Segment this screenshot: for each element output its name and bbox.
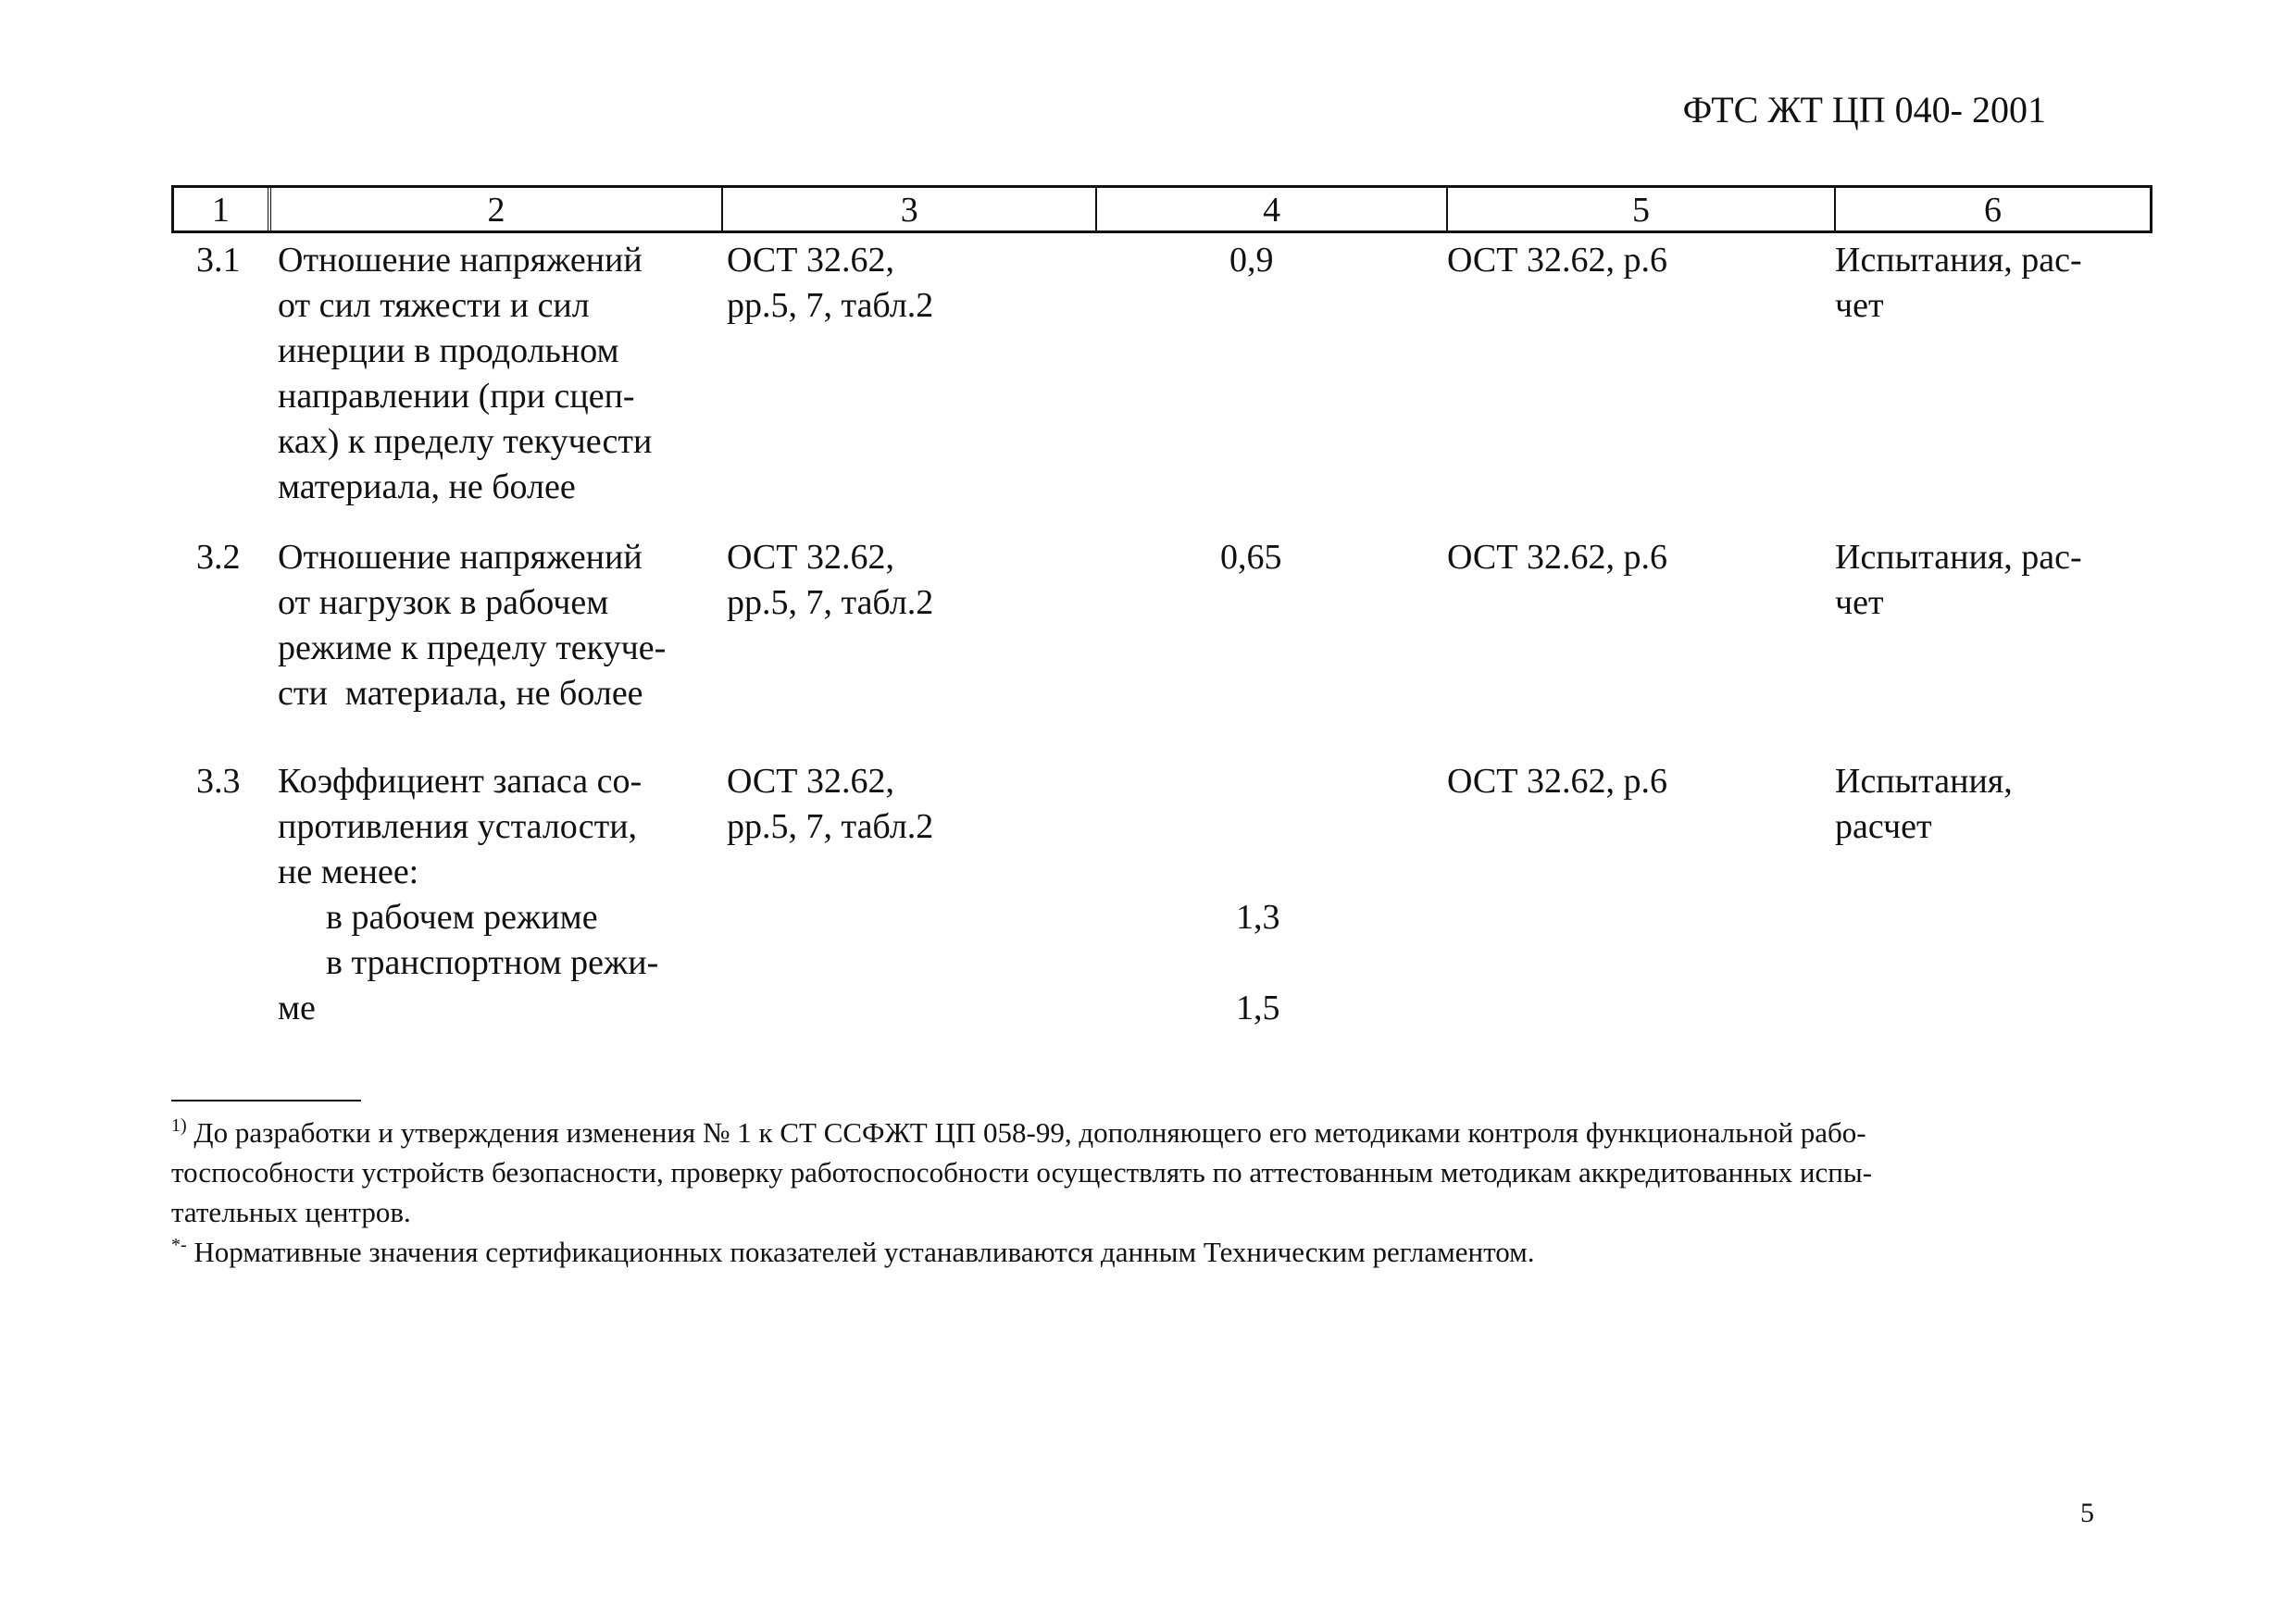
column-header-4: 4 — [1097, 188, 1448, 230]
footnote-separator — [171, 1100, 361, 1101]
indicator-name-line: от сил тяжести и сил — [278, 286, 590, 325]
row-number: 3.1 — [196, 241, 241, 280]
indicator-name-line: режиме к пределу текуче- — [278, 629, 667, 667]
normative-value: 0,65 — [1220, 538, 1282, 577]
indicator-name — [278, 535, 666, 716]
indicator-name-line: направлении (при сцеп- — [278, 377, 635, 416]
control-type — [1835, 759, 2013, 850]
normative-value-transport-mode: 1,5 — [1236, 989, 1280, 1027]
indicator-name — [278, 238, 652, 510]
control-line: чет — [1835, 286, 1884, 325]
footnote-2 — [171, 1226, 1535, 1272]
test-method: ОСТ 32.62, р.6 — [1447, 538, 1667, 577]
control-line: Испытания, рас- — [1835, 538, 2082, 577]
footnote-mark: *- — [171, 1235, 187, 1255]
test-method: ОСТ 32.62, р.6 — [1447, 241, 1667, 280]
indicator-name-line: Отношение напряжений — [278, 538, 643, 577]
column-header-1: 1 — [174, 188, 271, 230]
footnote-1 — [171, 1106, 1872, 1232]
test-method: ОСТ 32.62, р.6 — [1447, 762, 1667, 801]
footnote-line — [171, 1106, 1872, 1152]
indicator-name-line: не менее: — [278, 853, 419, 891]
reference-line: ОСТ 32.62, — [727, 762, 894, 801]
normative-reference — [727, 759, 933, 850]
control-line: расчет — [1835, 807, 1932, 846]
sub-item-transport-mode-continued: ме — [278, 989, 316, 1027]
indicator-name-line: сти материала, не более — [278, 674, 643, 713]
indicator-name-line: от нагрузок в рабочем — [278, 583, 609, 622]
footnote-text: До разработки и утверждения изменения № 1 к СТ ССФЖТ ЦП 058-99, дополняющего его методиками контроля функциональной рабо- — [193, 1116, 1866, 1149]
control-type — [1835, 238, 2082, 329]
indicator-name-line: материала, не более — [278, 467, 576, 506]
indicator-name-line: Коэффициент запаса со- — [278, 762, 643, 801]
control-line: Испытания, — [1835, 762, 2013, 801]
indicator-name-line: противления усталости, — [278, 807, 638, 846]
document-code: ФТС ЖТ ЦП 040- 2001 — [1682, 89, 2046, 131]
footnote-line: тательных центров. — [171, 1196, 411, 1228]
footnote-line — [171, 1226, 1535, 1272]
footnote-text: Нормативные значения сертификационных показателей устанавливаются данным Техническим регламентом. — [193, 1236, 1535, 1268]
reference-line: рр.5, 7, табл.2 — [727, 286, 934, 325]
indicator-name — [278, 759, 658, 1031]
control-line: Испытания, рас- — [1835, 241, 2082, 280]
page-number: 5 — [2080, 1498, 2094, 1528]
column-header-5: 5 — [1448, 188, 1836, 230]
control-line: чет — [1835, 583, 1884, 622]
normative-reference — [727, 535, 933, 626]
footnote-mark: 1) — [171, 1115, 187, 1136]
normative-value-working-mode: 1,3 — [1236, 898, 1280, 937]
column-header-6: 6 — [1983, 191, 2002, 230]
reference-line: рр.5, 7, табл.2 — [727, 807, 934, 846]
indicator-name-line: ках) к пределу текучести — [278, 422, 653, 461]
column-header-2: 2 — [271, 188, 724, 230]
indicator-name-line: инерции в продольном — [278, 331, 619, 370]
normative-reference — [727, 238, 933, 329]
sub-item-working-mode: в рабочем режиме — [326, 898, 598, 937]
row-number: 3.3 — [196, 762, 241, 801]
reference-line: рр.5, 7, табл.2 — [727, 583, 934, 622]
column-header-3: 3 — [723, 188, 1097, 230]
sub-item-transport-mode: в транспортном режи- — [326, 943, 659, 982]
reference-line: ОСТ 32.62, — [727, 241, 894, 280]
normative-value: 0,9 — [1229, 241, 1274, 280]
indicator-name-line: Отношение напряжений — [278, 241, 643, 280]
control-type — [1835, 535, 2082, 626]
reference-line: ОСТ 32.62, — [727, 538, 894, 577]
table-header-row — [171, 185, 2152, 233]
footnote-line: тоспособности устройств безопасности, проверку работоспособности осуществлять по аттестованным методикам аккредитованных испы- — [171, 1156, 1873, 1189]
row-number: 3.2 — [196, 538, 241, 577]
